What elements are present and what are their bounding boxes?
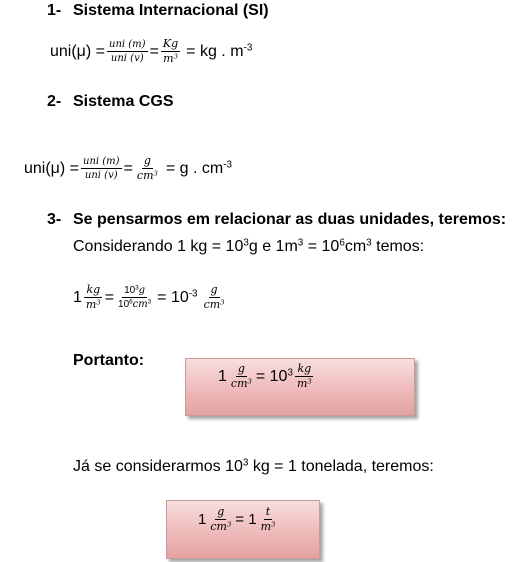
- portanto-label: Portanto:: [73, 352, 145, 369]
- rhs-text: = 10: [255, 367, 288, 385]
- fraction-numerator: g: [236, 363, 247, 377]
- unit-exponent: 3: [271, 520, 276, 529]
- unit-base: m: [85, 298, 97, 312]
- rhs-exponent: 3: [287, 367, 293, 379]
- text-part: Já se considerarmos 10: [73, 458, 243, 475]
- heading-text: Se pensarmos em relacionar as duas unidades, teremos:: [73, 211, 507, 228]
- unit-base: cm: [203, 298, 221, 312]
- unit-base: m: [296, 377, 308, 391]
- fraction-denominator: uni (v): [84, 170, 118, 182]
- unit-exponent: 3: [226, 520, 232, 529]
- fraction-g-cm3: [208, 506, 233, 533]
- equation-cgs: [24, 155, 232, 182]
- equation-si: [50, 38, 252, 65]
- text-part: kg = 1 tonelada, teremos:: [248, 458, 434, 475]
- mid-text: = 10: [157, 288, 189, 306]
- equation-conversion: [73, 284, 229, 311]
- unit-exponent: 3: [96, 298, 101, 307]
- eq-lhs: uni(μ) =: [50, 42, 106, 60]
- heading-number: 1-: [47, 2, 62, 19]
- fraction-kg-m3: [161, 38, 180, 65]
- coefficient: 1: [198, 511, 207, 529]
- exponent: 3: [297, 237, 304, 249]
- unit-base: cm: [230, 377, 248, 391]
- eq-rhs: [256, 368, 293, 386]
- fraction-numerator: Kg: [161, 38, 180, 52]
- eq-sign: =: [149, 42, 159, 60]
- eq-sign: =: [104, 288, 115, 306]
- exponent: 3: [135, 284, 139, 292]
- heading-si: [47, 2, 269, 20]
- unit-base: m: [260, 520, 271, 534]
- rhs-exponent: -3: [243, 42, 253, 54]
- fraction-powers: [116, 285, 153, 310]
- coefficient: 1: [73, 288, 82, 306]
- fraction-denominator: [208, 520, 233, 533]
- exponent: 6: [129, 298, 133, 306]
- rhs-exponent: -3: [223, 159, 233, 171]
- text-part: g e 1m: [248, 238, 298, 255]
- fraction-denominator: [84, 298, 103, 311]
- fraction-uni: [81, 156, 122, 181]
- base: 10: [118, 299, 130, 311]
- heading-relation: [47, 211, 506, 229]
- fraction-kg-m3: [84, 284, 103, 311]
- coefficient: 1: [218, 367, 227, 385]
- text-part: = 10: [303, 238, 340, 255]
- considering-text: [73, 238, 424, 256]
- eq-mid: [157, 289, 197, 307]
- unit-base: cm: [136, 169, 154, 183]
- fraction-denominator: [135, 169, 160, 182]
- box2-equation: [198, 506, 279, 533]
- fraction-kg-m3: [295, 363, 314, 390]
- eq-rhs: = 1: [235, 511, 257, 529]
- unit-base: m: [163, 52, 174, 66]
- base: 10: [124, 285, 136, 297]
- unit-base: cm: [210, 520, 227, 534]
- fraction-g-cm3: [202, 284, 227, 311]
- heading-number: 3-: [47, 211, 62, 228]
- fraction-numerator: kg: [295, 363, 313, 377]
- text-part: cm: [344, 238, 367, 255]
- rhs-text: = g . cm: [165, 159, 224, 177]
- eq-sign: =: [123, 159, 133, 177]
- fraction-numerator: g: [142, 155, 153, 169]
- exponent: 6: [339, 237, 345, 249]
- fraction-numerator: uni (m): [109, 39, 146, 51]
- unit: cm: [132, 299, 148, 311]
- fraction-numerator: [122, 285, 147, 298]
- unit: g: [138, 285, 146, 297]
- eq-rhs: [186, 43, 252, 61]
- unit-exponent: 3: [220, 298, 225, 307]
- heading-cgs: [47, 93, 173, 111]
- eq-lhs: uni(μ) =: [24, 159, 80, 177]
- fraction-denominator: uni (v): [110, 53, 144, 65]
- fraction-numerator: t: [264, 506, 272, 520]
- unit-exponent: 3: [247, 377, 252, 386]
- mid-exponent: -3: [188, 288, 198, 300]
- text-part: temos:: [371, 238, 425, 255]
- fraction-numerator: uni (m): [83, 156, 120, 168]
- fraction-numerator: g: [209, 284, 220, 298]
- fraction-g-cm3: [229, 363, 254, 390]
- rhs-text: = kg . m: [186, 42, 244, 60]
- tonelada-text: [73, 458, 434, 476]
- eq-rhs: [166, 160, 232, 178]
- heading-number: 2-: [47, 93, 62, 110]
- unit-exponent: 3: [307, 377, 312, 386]
- fraction-denominator: [161, 52, 180, 65]
- unit-exponent: 3: [147, 298, 152, 306]
- exponent: 3: [366, 237, 372, 249]
- fraction-numerator: kg: [84, 284, 102, 298]
- exponent: 3: [243, 237, 249, 249]
- fraction-uni: [107, 39, 148, 64]
- exponent: 3: [242, 457, 249, 469]
- fraction-denominator: [295, 377, 314, 390]
- fraction-denominator: [116, 298, 153, 310]
- fraction-denominator: [259, 520, 278, 533]
- text-part: Considerando 1 kg = 10: [73, 238, 244, 255]
- fraction-numerator: g: [215, 506, 226, 520]
- box1-equation: [218, 363, 316, 390]
- fraction-g-cm3: [135, 155, 160, 182]
- unit-exponent: 3: [153, 169, 158, 178]
- unit-exponent: 3: [173, 52, 178, 61]
- fraction-t-m3: [259, 506, 278, 533]
- fraction-denominator: [229, 377, 254, 390]
- fraction-denominator: [202, 298, 227, 311]
- heading-text: Sistema CGS: [73, 93, 174, 110]
- heading-text: Sistema Internacional (SI): [73, 2, 269, 19]
